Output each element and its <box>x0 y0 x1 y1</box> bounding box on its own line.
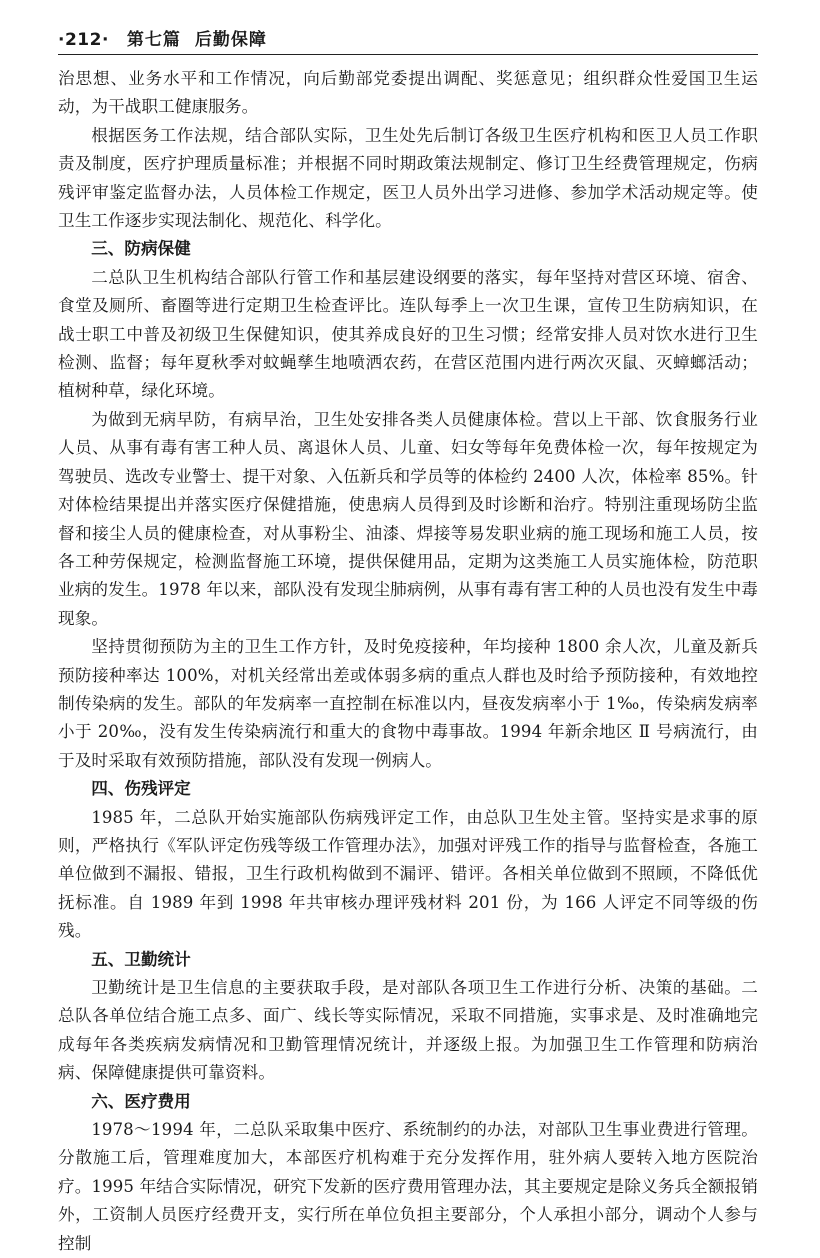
section-heading: 三、防病保健 <box>91 239 191 259</box>
section-heading: 六、医疗费用 <box>91 1091 191 1111</box>
paragraph: 治思想、业务水平和工作情况，向后勤部党委提出调配、奖惩意见；组织群众性爱国卫生运动，为干战职工健康服务。 <box>58 69 758 117</box>
paragraph: 1978～1994 年，二总队采取集中医疗、系统制约的办法，对部队卫生事业费进行管理。分散施工后，管理难度加大，本部医疗机构难于充分发挥作用，驻外病人要转入地方医院治疗。1995 年结合实际情况，研究下发新的医疗费用管理办法，其主要规定是除义务兵全额报销外，工资制人员医疗经费开支，实行所在单位负担主要部分，个人承担小部分，调动个人参与控制 <box>58 1120 758 1253</box>
paragraph: 卫勤统计是卫生信息的主要获取手段，是对部队各项卫生工作进行分析、决策的基础。二总队各单位结合施工点多、面广、线长等实际情况，采取不同措施，实事求是、及时准确地完成每年各类疾病发病情况和卫勤管理情况统计，并逐级上报。为加强卫生工作管理和防病治病、保障健康提供可靠资料。 <box>58 978 758 1083</box>
paragraph: 根据医务工作法规，结合部队实际，卫生处先后制订各级卫生医疗机构和医卫人员工作职责及制度，医疗护理质量标准；并根据不同时期政策法规制定、修订卫生经费管理规定，伤病残评审鉴定监督办法，人员体检工作规定，医卫人员外出学习进修、参加学术活动规定等。使卫生工作逐步实现法制化、规范化、科学化。 <box>58 125 758 231</box>
part-number: 第七篇 <box>126 30 181 50</box>
section-heading: 五、卫勤统计 <box>91 949 191 969</box>
paragraph: 为做到无病早防，有病早治，卫生处安排各类人员健康体检。营以上干部、饮食服务行业人员、从事有毒有害工种人员、离退休人员、儿童、妇女等每年免费体检一次，每年按规定为驾驶员、选改专业警士、提干对象、入伍新兵和学员等的体检约 2400 人次，体检率 85%。针对体检结果提出并落实医疗保健措施，使患病人员得到及时诊断和治疗。特别注重现场防尘监督和接尘人员的健康检查，对从事粉尘、油漆、焊接等易发职业病的施工现场和施工人员，按各工种劳保规定，检测监督施工环境，提供保健用品，定期为这类施工人员实施体检，防范职业病的发生。1978 年以来，部队没有发现尘肺病例，从事有毒有害工种的人员也没有发生中毒现象。 <box>58 409 758 628</box>
running-header <box>58 20 758 55</box>
part-title <box>127 25 267 50</box>
paragraph: 1985 年，二总队开始实施部队伤病残评定工作，由总队卫生处主管。坚持实是求事的原则，严格执行《军队评定伤残等级工作管理办法》，加强对评残工作的指导与监督检查，各施工单位做到不漏报、错报，卫生行政机构做到不漏评、错评。各相关单位做到不照顾，不降低优抚标准。自 1989 年到 1998 年共审核办理评残材料 201 份，为 166 人评定不同等级的伤残。 <box>58 807 758 941</box>
part-name: 后勤保障 <box>194 30 267 50</box>
body-text <box>58 65 758 1258</box>
section-heading: 四、伤残评定 <box>91 779 191 799</box>
paragraph: 坚持贯彻预防为主的卫生工作方针，及时免疫接种，年均接种 1800 余人次，儿童及新兵预防接种率达 100%，对机关经常出差或体弱多病的重点人群也及时给予预防接种，有效地控制传染病的发生。部队的年发病率一直控制在标准以内，昼夜发病率小于 1‰，传染病发病率小于 20‰，没有发生传染病流行和重大的食物中毒事故。1994 年新余地区 Ⅱ 号病流行，由于及时采取有效预防措施，部队没有发现一例病人。 <box>58 637 758 770</box>
paragraph: 二总队卫生机构结合部队行管工作和基层建设纲要的落实，每年坚持对营区环境、宿舍、食堂及厕所、畜圈等进行定期卫生检查评比。连队每季上一次卫生课，宣传卫生防病知识，在战士职工中普及初级卫生保健知识，使其养成良好的卫生习惯；经常安排人员对饮水进行卫生检测、监督；每年夏秋季对蚊蝇孳生地喷洒农药，在营区范围内进行两次灭鼠、灭蟑螂活动；植树种草，绿化环境。 <box>58 267 758 401</box>
page-number: ·212· <box>58 30 109 50</box>
